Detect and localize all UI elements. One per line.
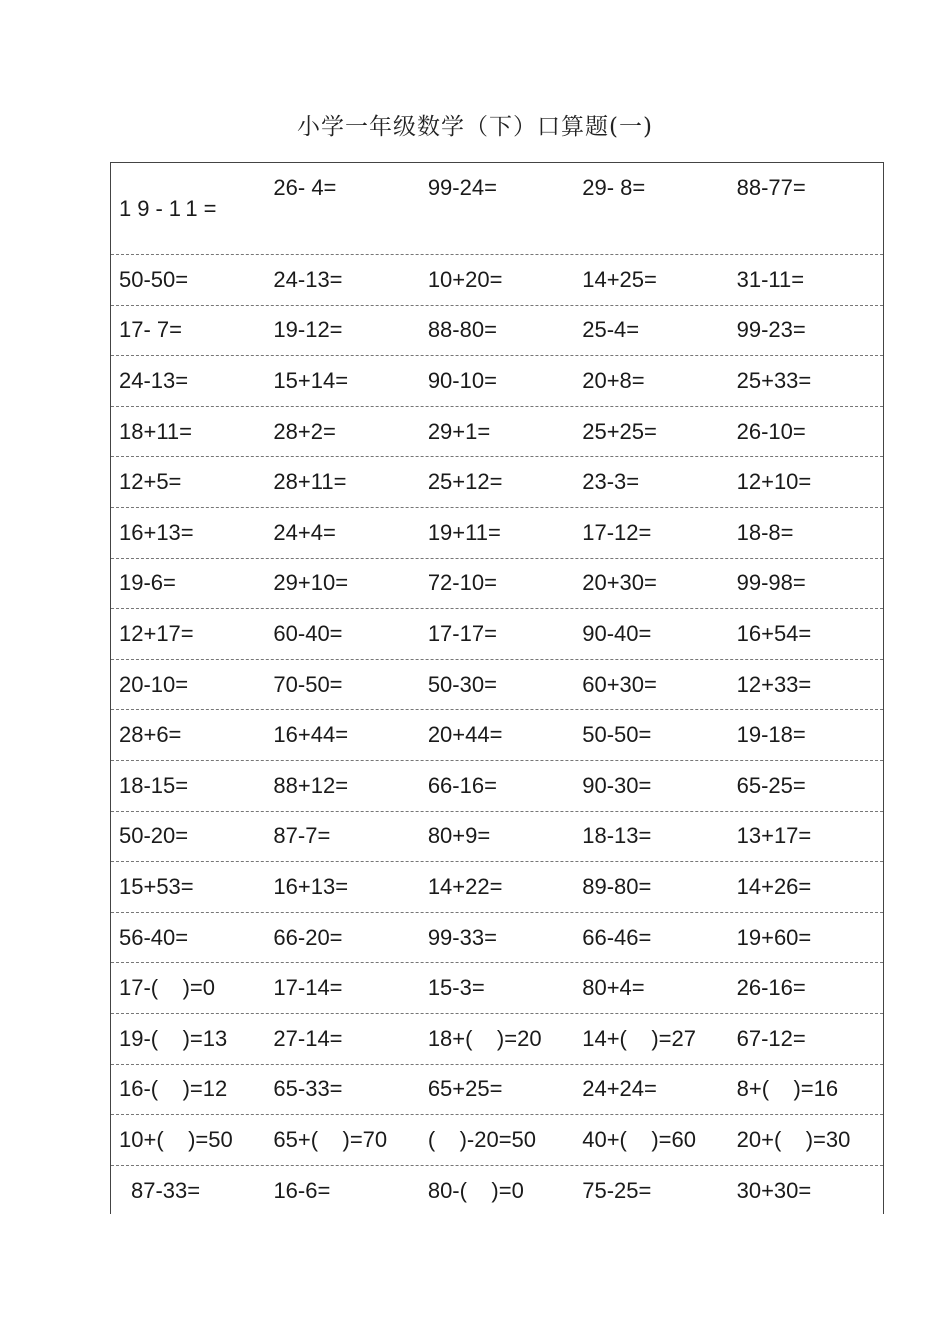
exercise-problem: 40+( )=60	[582, 1126, 696, 1152]
exercise-problem: 10+20=	[427, 266, 503, 292]
exercise-problem: 25+25=	[582, 418, 657, 444]
exercise-problem: 16-( )=12	[119, 1076, 228, 1102]
exercise-problem: 15+53=	[119, 873, 194, 899]
exercise-problem: 18-13=	[582, 823, 652, 849]
exercise-problem: 20+44=	[427, 722, 503, 748]
exercise-problem: 99-24=	[427, 175, 497, 200]
exercise-problem: 26-16=	[736, 975, 806, 1001]
exercise-problem: 25+33=	[736, 367, 812, 393]
exercise-problem: 28+6=	[119, 722, 182, 748]
exercise-row	[111, 1014, 883, 1065]
exercise-problem: 66-20=	[273, 924, 343, 950]
exercise-problem: 67-12=	[736, 1025, 806, 1051]
exercise-problem: 25-4=	[582, 317, 640, 343]
exercise-row	[111, 457, 883, 508]
exercise-problem: 17-17=	[427, 620, 497, 646]
exercise-problem: 15+14=	[273, 367, 349, 393]
exercise-problem: 50-50=	[119, 266, 189, 292]
exercise-problem: 23-3=	[582, 469, 640, 495]
exercise-problem: 90-30=	[582, 772, 652, 798]
exercise-problem: 19+11=	[427, 519, 501, 545]
exercise-problem: 19-11=	[119, 195, 223, 221]
exercise-problem: 26-10=	[736, 418, 806, 444]
exercise-problem: 12+5=	[119, 469, 182, 495]
exercise-problem: 72-10=	[427, 570, 497, 596]
exercise-problem: 18-15=	[119, 772, 189, 798]
exercise-problem: 24+4=	[273, 519, 336, 545]
exercise-row	[111, 609, 883, 660]
exercise-problem: 75-25=	[582, 1177, 652, 1203]
exercise-problem: 90-40=	[582, 620, 652, 646]
exercise-problem: 18-8=	[736, 519, 794, 545]
exercise-row	[111, 660, 883, 711]
exercise-problem: 20+30=	[582, 570, 657, 596]
exercise-problem: 24-13=	[119, 367, 189, 393]
exercise-problem: 16+54=	[736, 620, 812, 646]
exercise-problem: 28+2=	[273, 418, 336, 444]
exercise-row	[111, 508, 883, 559]
exercise-problem: 19-( )=13	[119, 1025, 228, 1051]
exercise-row	[111, 1166, 883, 1217]
exercise-problem: 18+( )=20	[427, 1025, 542, 1051]
exercise-problem: 17-( )=0	[119, 975, 215, 1001]
exercise-problem: 66-46=	[582, 924, 652, 950]
exercise-row	[111, 1115, 883, 1166]
exercise-problem: 50-50=	[582, 722, 652, 748]
exercise-row	[111, 559, 883, 610]
exercise-problem: 24+24=	[582, 1076, 657, 1102]
exercise-problem: 88+12=	[273, 772, 349, 798]
exercise-problem: 19-6=	[119, 570, 176, 596]
exercise-problem: 29+1=	[427, 418, 491, 444]
exercise-problem: 87-7=	[273, 823, 331, 849]
exercise-problem: 99-98=	[736, 570, 806, 596]
exercise-row	[111, 356, 883, 407]
exercise-problem: 66-16=	[427, 772, 497, 798]
exercise-problem: 14+( )=27	[582, 1025, 696, 1051]
exercise-row	[111, 862, 883, 913]
exercise-row	[111, 1065, 883, 1116]
exercise-problem: 60+30=	[582, 671, 657, 697]
exercise-problem: 8+( )=16	[736, 1076, 839, 1102]
exercise-problem: 17- 7=	[119, 317, 182, 343]
exercise-row	[111, 812, 883, 863]
exercise-problem: 27-14=	[273, 1025, 343, 1051]
exercise-problem: 80-( )=0	[427, 1177, 524, 1203]
exercise-problem: 17-12=	[582, 519, 652, 545]
exercise-table	[110, 162, 884, 1214]
exercise-problem: 28+11=	[273, 469, 347, 495]
exercise-problem: 25+12=	[427, 469, 503, 495]
exercise-problem: 56-40=	[119, 924, 189, 950]
exercise-problem: 20+( )=30	[736, 1126, 851, 1152]
exercise-row	[111, 963, 883, 1014]
exercise-problem: 16+13=	[119, 519, 194, 545]
exercise-problem: 80+9=	[427, 823, 491, 849]
exercise-problem: 16+44=	[273, 722, 349, 748]
exercise-problem: 99-33=	[427, 924, 497, 950]
exercise-problem: 14+26=	[736, 873, 812, 899]
page-title: 小学一年级数学（下）口算题(一)	[297, 114, 653, 140]
exercise-problem: 99-23=	[736, 317, 806, 343]
exercise-problem: 65+25=	[427, 1076, 503, 1102]
exercise-problem: 65-25=	[736, 772, 806, 798]
exercise-problem: 89-80=	[582, 873, 652, 899]
exercise-problem: 88-77=	[736, 175, 806, 200]
exercise-problem: 18+11=	[119, 418, 193, 444]
exercise-problem: 87-33=	[131, 1177, 201, 1203]
exercise-problem: 14+22=	[427, 873, 503, 899]
exercise-problem: 26- 4=	[273, 175, 337, 200]
exercise-problem: 88-80=	[427, 317, 497, 343]
exercise-problem: ( )-20=50	[427, 1126, 537, 1152]
exercise-problem: 29- 8=	[582, 175, 646, 200]
exercise-problem: 60-40=	[273, 620, 343, 646]
exercise-problem: 80+4=	[582, 975, 645, 1001]
exercise-problem: 12+33=	[736, 671, 812, 697]
exercise-problem: 19-12=	[273, 317, 343, 343]
exercise-problem: 50-20=	[119, 823, 189, 849]
exercise-row	[111, 913, 883, 964]
exercise-row	[111, 306, 883, 357]
exercise-problem: 16-6=	[273, 1177, 331, 1203]
exercise-row	[111, 255, 883, 306]
exercise-problem: 17-14=	[273, 975, 343, 1001]
exercise-row	[111, 710, 883, 761]
exercise-problem: 70-50=	[273, 671, 343, 697]
exercise-problem: 19-18=	[736, 722, 806, 748]
exercise-problem: 19+60=	[736, 924, 812, 950]
exercise-row	[111, 163, 883, 255]
exercise-problem: 12+17=	[119, 620, 194, 646]
exercise-problem: 65+( )=70	[273, 1126, 388, 1152]
exercise-problem: 29+10=	[273, 570, 349, 596]
exercise-problem: 10+( )=50	[119, 1126, 233, 1152]
exercise-problem: 50-30=	[427, 671, 497, 697]
exercise-problem: 14+25=	[582, 266, 657, 292]
exercise-problem: 90-10=	[427, 367, 497, 393]
exercise-problem: 30+30=	[736, 1177, 812, 1203]
exercise-problem: 20+8=	[582, 367, 645, 393]
exercise-problem: 16+13=	[273, 873, 349, 899]
exercise-problem: 24-13=	[273, 266, 343, 292]
exercise-problem: 15-3=	[427, 975, 485, 1001]
exercise-problem: 31-11=	[736, 266, 805, 292]
exercise-problem: 65-33=	[273, 1076, 343, 1102]
exercise-problem: 12+10=	[736, 469, 812, 495]
exercise-problem: 20-10=	[119, 671, 189, 697]
exercise-row	[111, 761, 883, 812]
exercise-row	[111, 407, 883, 458]
exercise-problem: 13+17=	[736, 823, 812, 849]
